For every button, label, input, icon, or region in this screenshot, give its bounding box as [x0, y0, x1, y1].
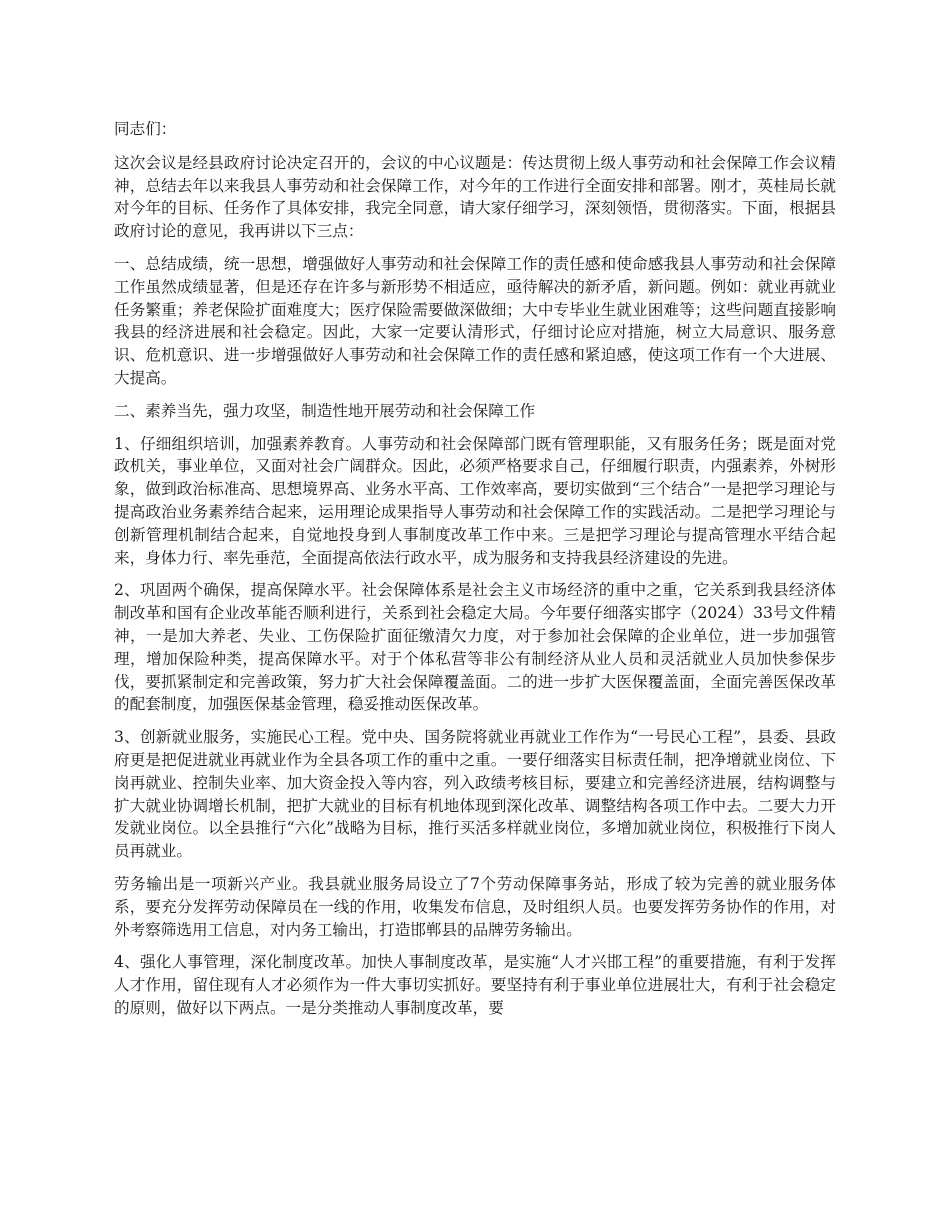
paragraph-intro: 这次会议是经县政府讨论决定召开的，会议的中心议题是：传达贯彻上级人事劳动和社会保障工作会议精神，总结去年以来我县人事劳动和社会保障工作，对今年的工作进行全面安排和部署。刚才，英桂局长就对今年的目标、任务作了具体安排，我完全同意，请大家仔细学习，深刻领悟，贯彻落实。下面，根据县政府讨论的意见，我再讲以下三点： — [114, 153, 836, 241]
greeting: 同志们： — [114, 120, 177, 138]
paragraph-item-3: 3、创新就业服务，实施民心工程。党中央、国务院将就业再就业工作作为“一号民心工程”，县委、县政府更是把促进就业再就业作为全县各项工作的重中之重。一要仔细落实目标责任制，把净增就业岗位、下岗再就业、控制失业率、加大资金投入等内容，列入政绩考核目标，要建立和完善经济进展，结构调整与扩大就业协调增长机制，把扩大就业的目标有机地体现到深化改革、调整结构各项工作中去。二要大力开发就业岗位。以全县推行“六化”战略为目标，推行买活多样就业岗位，多增加就业岗位，积极推行下岗人员再就业。 — [114, 728, 836, 861]
paragraph-item-1: 1、仔细组织培训，加强素养教育。人事劳动和社会保障部门既有管理职能，又有服务任务；既是面对党政机关，事业单位，又面对社会广阔群众。因此，必须严格要求自己，仔细履行职责，内强素养，外树形象，做到政治标准高、思想境界高、业务水平高、工作效率高，要切实做到“三个结合”一是把学习理论与提高政治业务素养结合起来，运用理论成果指导人事劳动和社会保障工作的实践活动。二是把学习理论与创新管理机制结合起来，自觉地投身到人事制度改革工作中来。三是把学习理论与提高管理水平结合起来，身体力行、率先垂范，全面提高依法行政水平，成为服务和支持我县经济建设的先进。 — [114, 434, 836, 567]
section-two-heading: 二、素养当先，强力攻坚，制造性地开展劳动和社会保障工作 — [114, 401, 536, 420]
document-body — [114, 118, 836, 1030]
paragraph-item-2: 2、巩固两个确保，提高保障水平。社会保障体系是社会主义市场经济的重中之重，它关系到我县经济体制改革和国有企业改革能否顺利进行，关系到社会稳定大局。今年要仔细落实邯字（2024）33号文件精神，一是加大养老、失业、工伤保险扩面征缴清欠力度，对于参加社会保障的企业单位，进一步加强管理，增加保险种类，提高保障水平。对于个体私营等非公有制经济从业人员和灵活就业人员加快参保步伐，要抓紧制定和完善政策，努力扩大社会保障覆盖面。二的进一步扩大医保覆盖面，全面完善医保改革的配套制度，加强医保基金管理，稳妥推动医保改革。 — [114, 581, 836, 714]
paragraph-section-one: 一、总结成绩，统一思想，增强做好人事劳动和社会保障工作的责任感和使命感我县人事劳动和社会保障工作虽然成绩显著，但是还存在许多与新形势不相适应，亟待解决的新矛盾，新问题。例如：就业再就业任务繁重；养老保险扩面难度大；医疗保险需要做深做细；大中专毕业生就业困难等；这些问题直接影响我县的经济进展和社会稳定。因此，大家一定要认清形式，仔细讨论应对措施，树立大局意识、服务意识、危机意识、进一步增强做好人事劳动和社会保障工作的责任感和紧迫感，使这项工作有一个大进展、大提高。 — [114, 254, 836, 387]
paragraph-item-4: 4、强化人事管理，深化制度改革。加快人事制度改革，是实施“人才兴邯工程”的重要措施，有利于发挥人才作用，留住现有人才必须作为一件大事切实抓好。要坚持有利于事业单位进展壮大，有利于社会稳定的原则，做好以下两点。一是分类推动人事制度改革，要 — [114, 953, 836, 1017]
paragraph-labor-export: 劳务输出是一项新兴产业。我县就业服务局设立了7个劳动保障事务站，形成了较为完善的就业服务体系，要充分发挥劳动保障员在一线的作用，收集发布信息，及时组织人员。也要发挥劳务协作的作用，对外考察筛选用工信息，对内务工输出，打造邯郸县的品牌劳务输出。 — [114, 874, 836, 939]
